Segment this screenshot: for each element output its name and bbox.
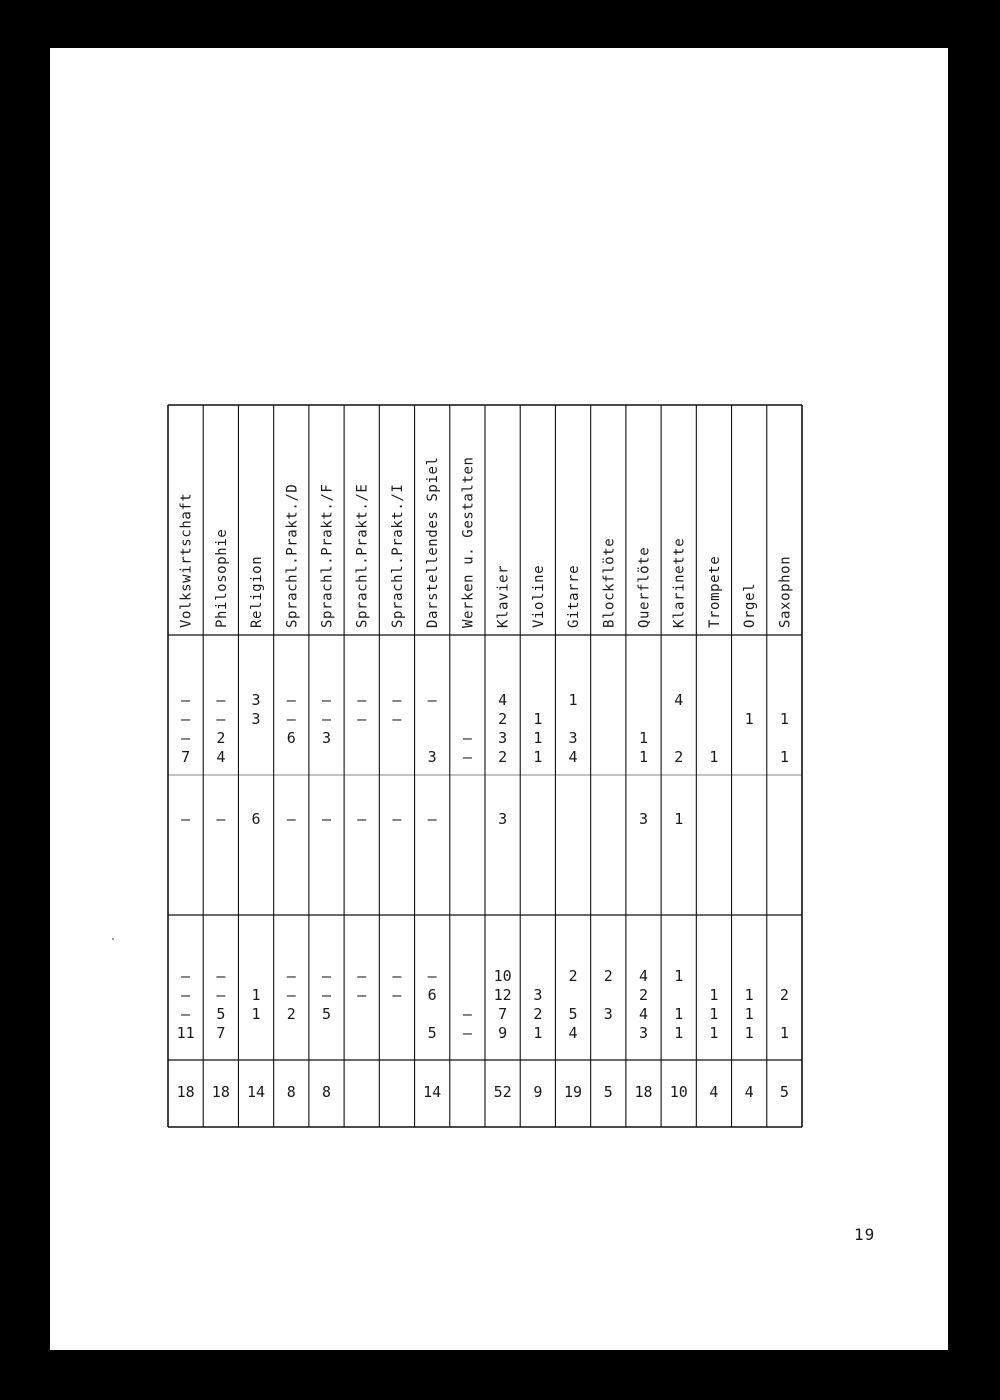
cell-value: –: [216, 810, 226, 828]
cell-value: –: [181, 691, 191, 709]
cell-value: –: [357, 967, 367, 985]
table-column: [423, 456, 441, 1101]
cell-value: 1: [251, 1005, 261, 1023]
cell-value: 1: [709, 1024, 719, 1042]
subject-label: Sprachl.Prakt./E: [354, 483, 371, 628]
row-total: 9: [533, 1083, 543, 1101]
cell-value: 4: [498, 691, 508, 709]
row-total: 8: [286, 1083, 296, 1101]
cell-value: 1: [533, 1024, 543, 1042]
cell-value: 7: [181, 748, 191, 766]
cell-value: 6: [427, 986, 437, 1004]
cell-value: 5: [216, 1005, 226, 1023]
cell-value: 2: [568, 967, 578, 985]
cell-value: 1: [779, 1024, 789, 1042]
table-column: [284, 484, 300, 1101]
subject-label: Religion: [249, 555, 266, 628]
subject-label: Querflöte: [636, 546, 653, 628]
table-column: [777, 556, 793, 1101]
table-column: [670, 538, 688, 1101]
cell-value: –: [462, 748, 472, 766]
cell-value: 4: [568, 748, 578, 766]
subject-label: Werken u. Gestalten: [460, 456, 477, 628]
cell-value: 1: [779, 710, 789, 728]
cell-value: 1: [779, 748, 789, 766]
cell-value: 3: [568, 729, 578, 747]
subject-label: Volkswirtschaft: [178, 492, 195, 628]
cell-value: 1: [533, 710, 543, 728]
subject-label: Sprachl.Prakt./F: [319, 483, 336, 628]
cell-value: 9: [498, 1024, 508, 1042]
cell-value: 12: [493, 986, 512, 1004]
cell-value: 1: [744, 1005, 754, 1023]
cell-value: –: [392, 967, 402, 985]
table-column: [634, 547, 652, 1101]
cell-value: 1: [674, 810, 684, 828]
table-column: [531, 565, 547, 1101]
cell-value: –: [286, 986, 296, 1004]
cell-value: 4: [638, 1005, 649, 1023]
subject-label: Klavier: [495, 564, 512, 628]
table-column: [601, 538, 617, 1101]
cell-value: 3: [638, 810, 649, 828]
cell-value: 2: [498, 748, 508, 766]
cell-value: –: [321, 986, 332, 1004]
cell-value: –: [357, 986, 367, 1004]
cell-value: 6: [286, 729, 296, 747]
table-column: [320, 484, 336, 1101]
cell-value: 3: [498, 810, 508, 828]
cell-value: 1: [674, 1024, 684, 1042]
cell-value: 1: [533, 729, 543, 747]
cell-value: –: [181, 729, 191, 747]
cell-value: 7: [216, 1024, 226, 1042]
subject-label: Philosophie: [213, 528, 230, 628]
subject-label: Trompete: [706, 555, 723, 628]
cell-value: –: [181, 967, 191, 985]
cell-value: 2: [498, 710, 508, 728]
cell-value: 4: [568, 1024, 578, 1042]
cell-value: –: [286, 967, 296, 985]
table-column: [212, 529, 230, 1101]
cell-value: 1: [744, 1024, 754, 1042]
cell-value: 6: [251, 810, 261, 828]
cell-value: 1: [709, 986, 719, 1004]
subject-label: Gitarre: [566, 564, 583, 628]
cell-value: 3: [427, 748, 437, 766]
cell-value: 1: [709, 748, 719, 766]
table-column: [564, 565, 582, 1101]
row-total: 4: [709, 1083, 719, 1101]
row-total: 4: [744, 1083, 754, 1101]
cell-value: 3: [321, 729, 332, 747]
cell-value: –: [427, 691, 437, 709]
cell-value: 3: [251, 691, 261, 709]
cell-value: 5: [568, 1005, 578, 1023]
cell-value: –: [216, 967, 226, 985]
cell-value: 4: [216, 748, 226, 766]
cell-value: 1: [744, 710, 754, 728]
cell-value: –: [321, 967, 332, 985]
subject-label: Saxophon: [777, 555, 794, 628]
table-column: [494, 565, 512, 1101]
cell-value: 11: [176, 1024, 195, 1042]
row-total: 5: [779, 1083, 789, 1101]
cell-value: 1: [674, 1005, 684, 1023]
subject-label: Blockflöte: [601, 537, 618, 628]
cell-value: –: [321, 810, 332, 828]
cell-value: –: [427, 967, 437, 985]
subject-label: Sprachl.Prakt./D: [284, 483, 301, 628]
row-total: 18: [634, 1083, 653, 1101]
cell-value: 1: [709, 1005, 719, 1023]
cell-value: –: [462, 1024, 472, 1042]
cell-value: 1: [638, 748, 649, 766]
cell-value: –: [181, 810, 191, 828]
cell-value: 3: [603, 1005, 613, 1023]
cell-value: 2: [603, 967, 613, 985]
cell-value: –: [286, 691, 296, 709]
cell-value: –: [321, 691, 332, 709]
row-total: 18: [176, 1083, 195, 1101]
row-total: 18: [211, 1083, 230, 1101]
cell-value: –: [286, 710, 296, 728]
table-column: [742, 583, 758, 1101]
cell-value: –: [181, 986, 191, 1004]
cell-value: 1: [638, 729, 649, 747]
cell-value: 3: [498, 729, 508, 747]
table-column: [177, 493, 195, 1101]
cell-value: 3: [533, 986, 543, 1004]
cell-value: 1: [533, 748, 543, 766]
row-total: 19: [564, 1083, 583, 1101]
subject-label: Sprachl.Prakt./I: [389, 483, 406, 628]
cell-value: –: [181, 1005, 191, 1023]
cell-value: 1: [251, 986, 261, 1004]
cell-value: 4: [638, 967, 649, 985]
cell-value: –: [392, 986, 402, 1004]
row-total: 8: [321, 1083, 332, 1101]
cell-value: –: [216, 710, 226, 728]
cell-value: 2: [674, 748, 684, 766]
cell-value: –: [357, 691, 367, 709]
row-total: 10: [669, 1083, 688, 1101]
cell-value: 5: [427, 1024, 437, 1042]
cell-value: –: [357, 710, 367, 728]
subject-label: Violine: [530, 564, 547, 628]
cell-value: 7: [498, 1005, 508, 1023]
cell-value: 4: [674, 691, 684, 709]
cell-value: 10: [493, 967, 512, 985]
cell-value: –: [462, 729, 472, 747]
cell-value: 2: [779, 986, 789, 1004]
cell-value: 3: [638, 1024, 649, 1042]
cell-value: –: [216, 986, 226, 1004]
cell-value: 2: [533, 1005, 543, 1023]
cell-value: –: [392, 691, 402, 709]
page-number: 19: [854, 1225, 876, 1244]
cell-value: 3: [251, 710, 261, 728]
table-column: [390, 484, 406, 1004]
cell-value: –: [216, 691, 226, 709]
subject-label: Klarinette: [671, 537, 688, 628]
cell-value: 2: [216, 729, 226, 747]
table-column: [707, 556, 723, 1101]
row-total: 52: [493, 1083, 512, 1101]
cell-value: 1: [568, 691, 578, 709]
row-total: 14: [423, 1083, 442, 1101]
cell-value: –: [181, 710, 191, 728]
table-column: [355, 484, 371, 1004]
row-total: 14: [247, 1083, 266, 1101]
table-column: [460, 456, 476, 1042]
cell-value: –: [462, 1005, 472, 1023]
subject-label: Orgel: [742, 582, 759, 628]
cell-value: 2: [286, 1005, 296, 1023]
table-column: [247, 556, 265, 1101]
cell-value: 5: [321, 1005, 332, 1023]
cell-value: –: [392, 710, 402, 728]
subject-label: Darstellendes Spiel: [425, 456, 442, 628]
row-total: 5: [603, 1083, 613, 1101]
cell-value: –: [357, 810, 367, 828]
cell-value: –: [321, 710, 332, 728]
cell-value: –: [392, 810, 402, 828]
cell-value: 1: [674, 967, 684, 985]
cell-value: 1: [744, 986, 754, 1004]
cell-value: –: [427, 810, 437, 828]
cell-value: 2: [638, 986, 649, 1004]
cell-value: –: [286, 810, 296, 828]
